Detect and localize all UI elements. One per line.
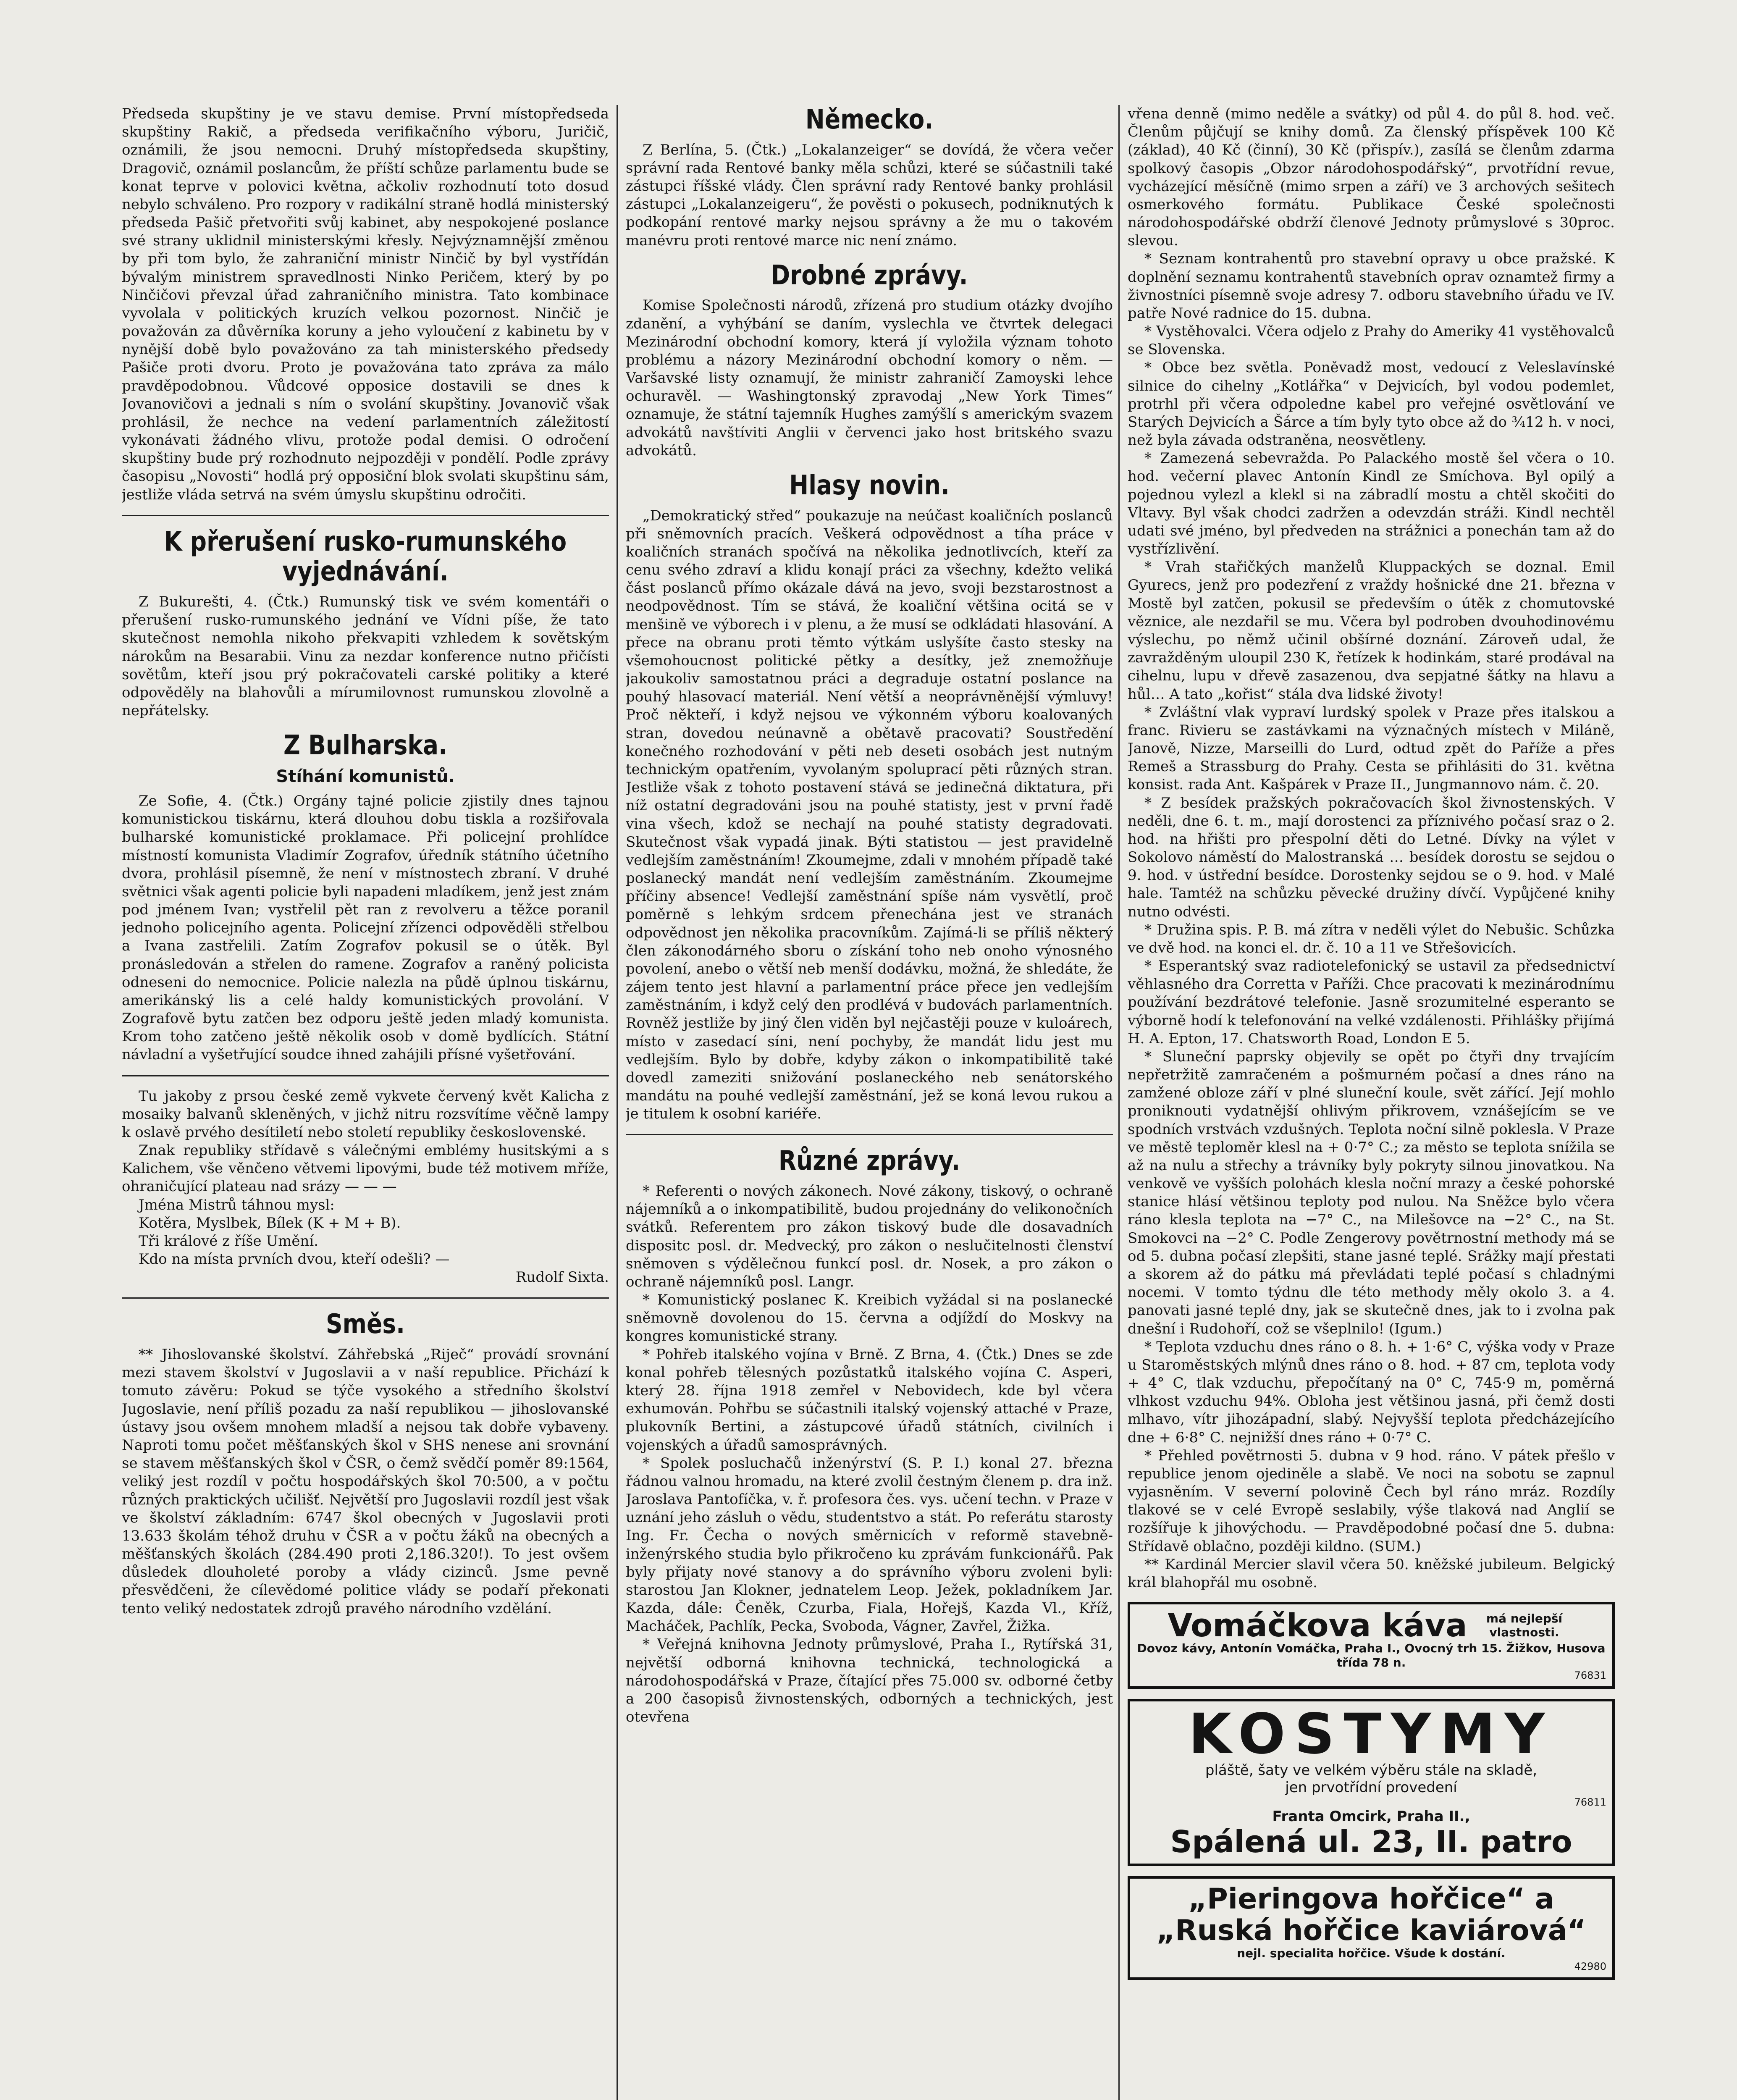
- heading-ruzne-zpravy: Různé zprávy.: [778, 1145, 960, 1177]
- column-rule-1: [617, 105, 618, 2100]
- column-2: [626, 105, 1113, 2100]
- ad-kostymy: [1128, 1699, 1615, 1866]
- ad-vomackova-name: Vomáčkova káva: [1168, 1606, 1467, 1644]
- news-vystehovalci: * Vystěhovalci. Včera odjelo z Prahy do Ameriky 41 vystěhovalců se Slovenska.: [1128, 323, 1615, 358]
- news-slunecni-paprsky: * Sluneční paprsky objevily se opět po čtyři dny trvajícím nepřetržitě zamračeném a pošmurném počasí a dnes ráno na zamžené obloze září v plné sluneční koule, svět zářící. Její mohlo proniknouti vydatnější ohlivým přikrovem, vznášejícím se ve spodních vrstvách vzdušných. Teplota noční silně poklesla. V Praze ve městě teploměr klesl na + 0·7° C.; za město se teplota snížila se až na nulu a střechy a trávníky byly pokryty silnou jinovatkou. Na venkově ve vyšších polohách klesla noční mrazy a české pohorské stanice hlásí většinou teploty pod nulou. Na Sněžce bylo včera ráno klesla teplota na −7° C., na Milešovce na −2° C., na St. Smokovci na −2° C. Podle Zengerovy povětrnostní methody má se od 5. dubna počasí zlepšiti, stane jasné teplé. Srážky mají přestati a skorem až do pátku má převládati teplé počasí s chladnými nocemi. V tomto týdnu dle této methody měly okolo 3. a 4. panovati jasné teplé dny, jak se skutečně dnes, jak to i zvolna pak dnešní i Rudohoří, což se všeplnilo! (Igum.): [1128, 1048, 1615, 1337]
- ad-pieringova-line1: „Pieringova hořčice“ a: [1188, 1882, 1554, 1916]
- feuilleton-signature: Rudolf Sixta.: [515, 1269, 609, 1286]
- heading-hlasy-novin: Hlasy novin.: [789, 470, 950, 501]
- heading-smes: Směs.: [326, 1309, 405, 1340]
- ad-vomackova-kava: [1128, 1602, 1615, 1689]
- article-hlasy-novin: „Demokratický střed“ poukazuje na neúčast koaličních poslanců při sněmovních pracích. Veškerá odpovědnost a tíha práce v koaličních stranách spočívá na několika jednotlivcích, kteří za cenu svého zdraví a klidu konají práci za všechny, kdežto veliká část poslanců přímo okázale dává na jevo, svoji bezstarostnost a neodpovědnost. Tím se stává, že koaliční většina ocitá se v menšině ve výborech i v plenu, a že musí se odkládati hlasování. A přece na obranu proti těmto výtkám uslyšíte často stesky na všemohoucnost politické pětky a desítky, jež znemožňuje jakoukoliv samostatnou práci a degraduje ostatní poslance na pouhý hlasovací materiál. Není větší a neoprávněnější výmluvy! Proč někteří, i když nejsou ve výkonném výboru koalovaných stran, dovedou neúnavně a obětavě pracovati? Soustředění konečného rozhodování v pěti neb deseti osobách jest nutným technickým opatřením, vyvolaným spoluprací pěti různých stran. Jestliže však z tohoto postavení stává se jedinečná diktatura, při níž ostatní degradováni jsou na pouhé statisty, jest v první řadě vina všech, kdož se nechají na pouhé statisty degradovati. Skutečnost však vypadá jinak. Býti statistou — jest pravidelně vedlejším zaměstnáním! Zkoumejme, zdali v mnohém případě také poslanecký mandát není vedlejším zaměstnáním. Zkoumejme příčiny absence! Vedlejší zaměstnání spíše nám vysvětlí, proč poměrně s lehkým srdcem přenechána jest ve stranách odpovědnost jen několika pracovníkům. Zajímá-li se příliš některý člen zákonodárného sboru o získání toho neb onoho výnosného povolení, anebo o větší neb menší dodávku, možná, že shledáte, že zájem tento jest hlavní a parlamentní práce přece jen vedlejším zaměstnáním, i když celý den prodlévá v budovách parlamentních. Rovněž jestliže by jiný člen viděn byl nejčastěji pouze v kuloárech, místo v zasedací síni, není pochyby, že mandát lidu jest mu vedlejším. Bylo by dobře, kdyby zákon o inkompatibilitě také dovedl zameziti snižování poslaneckého neb senátorského mandátu na pouhé vedlejší zaměstnání, jež se koná levou rukou a je titulem k osobní kariéře.: [626, 507, 1113, 1123]
- ad-pieringova-horcice: [1128, 1876, 1615, 1980]
- feuilleton-line: Kotěra, Myslbek, Bílek (K + M + B).: [139, 1214, 401, 1231]
- news-referenti: * Referenti o nových zákonech. Nové zákony, tiskový, o ochraně nájemníků a o inkompatibilitě, budou projednány do velikonočních svátků. Referentem pro zákon tiskový bude dle dosavadních dispositc posl. dr. Medvecký, pro zákon o neslučitelnosti členství sněmoven s výdělečnou funkcí posl. dr. Nosek, a pro zákon o ochraně nájemníků posl. Langr.: [626, 1183, 1113, 1290]
- heading-nemecko: Německo.: [805, 105, 934, 135]
- article-skupstina: Předseda skupštiny je ve stavu demise. První místopředseda skupštiny Rakič, a předseda verifikačního výboru, Juričič, oznámili, že jsou nemocni. Druhý místopředseda skupštiny, Dragovič, oznámil poslancům, že příští schůze parlamentu bude se konat teprve v polovici května, ačkoliv rozhodnutí toto dosud nebylo schváleno. Pro rozpory v radikální straně hodlá ministerský předseda Pašič přetvořiti svůj kabinet, aby nespokojené poslance své strany uklidnil ministerskými křesly. Nejvýznamnější změnou by při tom bylo, že zahraniční ministr Ninčič by byl vystřídán bývalým ministrem spravedlnosti Ninko Peričem, který by po Ninčičovi převzal úřad zahraničního ministra. Tato kombinace vyvolala v politických kruzích velkou pozornost. Ninčič je považován za důvěrníka koruny a jeho vyloučení z kabinetu by v nynější době bylo považováno za tah ministerského předsedy Pašiče proti dvoru. Proto je považována tato zpráva za málo pravděpodobnou. Vůdcové opposice dostavili se dnes k Jovanovičovi a jednali s ním o svolání skupštiny. Jovanovič však prohlásil, že nechce na vedení parlamentních záležitostí vykonávati žádného vlivu, protože podal demisi. O odročení skupštiny bude prý rozhodnuto nejpozději v pondělí. Podle zprávy časopisu „Novosti“ hodlá prý opposiční blok svolati skupštinu sám, jestliže vláda setrvá na svém úmyslu skupštinu odročiti.: [122, 105, 609, 503]
- ad-vomackova-line: Dovoz kávy, Antonín Vomáčka, Praha I., Ovocný trh 15. Žižkov, Husova třída 78 n.: [1137, 1641, 1606, 1670]
- feuilleton-line: Kdo na místa prvních dvou, kteří odešli? —: [139, 1251, 450, 1268]
- ad-kostymy-firm: Franta Omcirk, Praha II.,: [1272, 1808, 1470, 1825]
- divider: [122, 1297, 609, 1299]
- article-jihoslovanske-skolstvi: ** Jihoslovanské školství. Záhřebská „Riječ“ provádí srovnání mezi stavem školství v Jugoslavii a v naší republice. Přichází k tomuto závěru: Pokud se týče vysokého a středního školství Jugoslavie, není příliš pozadu za naší republikou — jihoslovanské ústavy jsou ovšem mnohem mladší a nejsou tak dobře vybaveny. Naproti tomu počet měšťanských škol v SHS nenese ani srovnání se stavem měšťanských škol v ČSR, o čemž svědčí poměr 89:1564, veliký jest rozdíl v počtu hospodářských škol 70:500, a v počtu různých praktických učilišť. Největší pro Jugoslavii rozdíl jest však ve školství základním: 6747 škol obecných v Jugoslavii proti 13.633 školám téhož druhu v ČSR a v počtu žáků na obecných a měšťanských školách (284.490 proti 2,186.320!). To jest ovšem důsledek dlouholeté poroby a vlády cizinců. Jsme pevně přesvědčeni, že cílevědomé politice vlády se podaří překonati tento veliký nedostatek zdrojů pravého národního vzdělání.: [122, 1346, 609, 1617]
- news-zvlastni-vlak: * Zvláštní vlak vypraví lurdský spolek v Praze přes italskou a franc. Rivieru se zastávkami na význačných místech v Miláně, Janově, Nizze, Marseilli do Lurd, odtud zpět do Paříže a přes Remeš a Strassburg do Prahy. Cesta se přihlásiti do 31. května konsist. rada Ant. Kašpárek v Praze II., Jungmannovo nám. č. 20.: [1128, 704, 1615, 793]
- news-kardinal: ** Kardinál Mercier slavil včera 50. kněžské jubileum. Belgický král blahopřál mu osobně.: [1128, 1556, 1615, 1591]
- news-druzina: * Družina spis. P. B. má zítra v neděli výlet do Nebušic. Schůzka ve dvě hod. na konci el. dr. č. 10 a 11 ve Střešovicích.: [1128, 921, 1615, 956]
- feuilleton-paragraph: Znak republiky střídavě s válečnými emblémy husitskými a s Kalichem, vše věnčeno větvemi lipovými, bude též motivem mříže, ohraničující plateau nad srázy — — —: [122, 1142, 609, 1195]
- column-rule-2: [1118, 105, 1120, 2100]
- divider: [122, 515, 609, 516]
- article-nemecko: Z Berlína, 5. (Čtk.) „Lokalanzeiger“ se dovídá, že včera večer správní rada Rentové banky měla schůzi, které se súčastnili také zástupci říšské vlády. Člen správní rady Rentové banky prohlásil zástupci „Lokalanzeigeru“, že pověsti o pokusech, podniknutých k podkopání rentové marky nejsou správny a že mu o takovém manévru proti rentové marce nic není známo.: [626, 141, 1113, 249]
- news-verejna-knihovna-cont: vřena denně (mimo neděle a svátky) od půl 4. do půl 8. hod. več. Členům půjčují se knihy domů. Za členský příspěvek 100 Kč (základ), 40 Kč (činní), 30 Kč (přispív.), zasílá se členům zdarma spolkový časopis „Obzor národohospodářský“, prvotřídní revue, vycházející měsíčně (mimo srpen a září) ve 3 archových sešitech osmerkového formátu. Publikace České společnosti národohospodářské obdrží členové Jednoty průmyslové s 30proc. slevou.: [1128, 105, 1615, 249]
- news-pohreb: * Pohřeb italského vojína v Brně. Z Brna, 4. (Čtk.) Dnes se zde konal pohřeb tělesných pozůstatků italského vojína C. Asperi, který 28. října 1918 zemřel v Nebovidech, kde byl včera exhumován. Pohřbu se súčastnili italský vojenský attaché v Praze, plukovník Bertini, a zástupcové úřadů státních, civilních i vojenských a úřadů samosprávných.: [626, 1346, 1113, 1454]
- column-1: [122, 105, 609, 2100]
- article-rusko-rumunske: Z Bukurešti, 4. (Čtk.) Rumunský tisk ve svém komentáři o přerušení rusko-rumunského jednání ve Vídni píše, že tato skutečnost nemohla nikoho překvapiti vzhledem k sovětským nárokům na Besarabii. Vinu za nezdar konference nutno přičísti sovětům, kteří jsou prý pokračovateli carské politiky a které odpověděly na blahovůli a mírumilovnost rumunskou zlovolně a nepřátelsky.: [122, 593, 609, 719]
- ad-vomackova-tag: má nejlepší vlastnosti.: [1486, 1611, 1563, 1640]
- divider: [122, 1075, 609, 1076]
- article-drobne-zpravy: Komise Společnosti národů, zřízená pro studium otázky dvojího zdanění, a vyhýbání se daním, vyslechla ve čtvrtek delegaci Mezinárodní obchodní komory, která jí vyložila význam tohoto problému a názory Mezinárodní obchodní komory o něm. — Varšavské listy oznamují, že ministr zahraničí Zamoyski lehce ochuravěl. — Washingtonský zpravodaj „New York Times“ oznamuje, že státní tajemník Hughes zamýšlí s americkým svazem advokátů navštíviti Anglii v červenci jako host britského svazu advokátů.: [626, 297, 1113, 459]
- news-besidky: * Z besídek pražských pokračovacích škol živnostenských. V neděli, dne 6. t. m., mají dorostenci za příznivého počasí sraz o 2. hod. na hřišti pro přespolní děti do Letné. Dívky na výlet v Sokolovo náměstí do Malostranská … besídek dorostu se sejdou o 9. hod. v ústřední besídce. Dorostenky sejdou se o 9. hod. v Malé hale. Tamtéž na schůzku pěvecké družiny dívčí. Vypůjčené knihy nutno odvésti.: [1128, 794, 1615, 920]
- ad-kostymy-line2: jen prvotřídní provedení: [1285, 1779, 1457, 1796]
- divider: [626, 1134, 1113, 1135]
- heading-bulharsko: Z Bulharska.: [283, 730, 447, 761]
- news-seznam-kontrahentu: * Seznam kontrahentů pro stavební opravy u obce pražské. K doplnění seznamu kontrahentů stavebních oprav oznamtež firmy a živnostníci písemně svoje adresy 7. odboru stavebního úřadu ve IV. patře Nové radnice do 15. dubna.: [1128, 250, 1615, 322]
- article-bulharsko: Ze Sofie, 4. (Čtk.) Orgány tajné policie zjistily dnes tajnou komunistickou tiskárnu, která dlouhou dobu tiskla a rozšiřovala bulharské komunistické proklamace. Při policejní prohlídce místností komunista Vladimír Zografov, úředník státního účetního dvora, prohlásil písemně, že není v místnostech zbraní. V druhé světnici však agenti policie byli napadeni mladíkem, jenž jest znám pod jménem Ivan; vystřelil pět ran z revolveru a těžce poranil jednoho policejního agenta. Policejní zřízenci odpověděli střelbou a Ivana zastřelili. Zatím Zografov pokusil se o útěk. Byl pronásledován a střelen do ramene. Zografov a raněný policista odneseni do nemocnice. Policie nalezla na půdě úplnou tiskárnu, amerikánský lis a celé haldy komunistických provolání. V Zografově bytu zatčen bez odporu ještě jeden mladý komunista. Krom toho zatčeno ještě několik osob v domě bydlících. Státní návladní a vyšetřující soudce ihned zahájili přísné vyšetřování.: [122, 793, 609, 1063]
- heading-rusko-rumunske: K přerušení rusko-rumunského vyjednávání.: [164, 526, 567, 588]
- news-esperanto: * Esperantský svaz radiotelefonický se ustavil za předsednictví věhlasného dra Corretta v Paříži. Chce pracovati k mezinárodnímu používání bezdrátové telefonie. Jasně srozumitelné esperanto se výborně hodí k telefonování na velké vzdálenosti. Přihlášky přijímá H. A. Epton, 17. Chatsworth Road, London E 5.: [1128, 958, 1615, 1047]
- news-prehled-povetrnosti: * Přehled povětrnosti 5. dubna v 9 hod. ráno. V pátek přešlo v republice jenom ojediněle a slabě. Ve noci na sobotu se zapnul vyjasněním. V severní polovině Čech byl ráno mráz. Rozdíly tlakové se v celé Evropě seslabily, výše tlaková nad Anglií se rozšířuje k jihovýchodu. — Pravděpodobné počasí dne 5. dubna: Střídavě oblačno, později kildno. (SUM.): [1128, 1447, 1615, 1555]
- ad-kostymy-title: KOSTYMY: [1188, 1702, 1554, 1767]
- feuilleton-line: Tři králové z říše Umění.: [139, 1232, 319, 1250]
- ad-pieringova-line2: „Ruská hořčice kaviárová“: [1156, 1914, 1586, 1947]
- ad-pieringova-line3: nejl. specialita hořčice. Všude k dostání.: [1237, 1946, 1506, 1961]
- news-verejna-knihovna: * Veřejná knihovna Jednoty průmyslové, Praha I., Rytířská 31, největší odborná knihovna technická, technologická a národohospodářská v Praze, čítající přes 75.000 sv. odborné četby a 200 časopisů živnostenských, odborných a technických, jest otevřena: [626, 1636, 1113, 1726]
- ad-kostymy-number: 76811: [1574, 1796, 1606, 1808]
- column-3: [1128, 105, 1615, 2100]
- news-zamezena-sebevrazda: * Zamezená sebevražda. Po Palackého mostě šel včera o 10. hod. večerní plavec Antonín Kindl ze Smíchova. Byl opilý a pojednou vylezl a klekl si na zábradlí mostu a chtěl skočiti do Vltavy. Byl však chodci zadržen a odevzdán stráži. Kindl nechtěl udati své jméno, byl předveden na strážnici a ponechán tam až do vystřízlivění.: [1128, 450, 1615, 558]
- news-spolek-posluchacu: * Spolek posluchačů inženýrství (S. P. I.) konal 27. března řádnou valnou hromadu, na které zvolil čestným členem p. dra inž. Jaroslava Pantofíčka, v. ř. profesora čes. vys. učení techn. v Praze v uznání jeho zásluh o vědu, studentstvo a stát. Po referátu starosty Ing. Fr. Čecha o nových směrnicích v reformě stavebně-inženýrského studia bylo přikročeno ku zprávám funkcionářů. Pak byly přijaty nové stanovy a do správního výboru zvoleni byli: starostou Jan Klokner, jednatelem Leop. Ježek, pokladníkem Jar. Kazda, dále: Čeněk, Czurba, Fiala, Hořejš, Kazda Vl., Kříž, Macháček, Pachlík, Pecka, Svoboda, Vágner, Zavřel, Žižka.: [626, 1454, 1113, 1635]
- news-komunisticky-poslanec: * Komunistický poslanec K. Kreibich vyžádal si na poslanecké sněmovně dovolenou do 15. června a odjíždí do Moskvy na kongres komunistické strany.: [626, 1292, 1113, 1345]
- subheading-stihani-komunistu: Stíhání komunistů.: [276, 767, 455, 786]
- ad-kostymy-street: Spálená ul. 23, II. patro: [1170, 1824, 1572, 1859]
- ad-vomackova-number: 76831: [1574, 1670, 1606, 1682]
- heading-drobne-zpravy: Drobné zprávy.: [771, 260, 968, 291]
- feuilleton-intro: Tu jakoby z prsou české země vykvete červený květ Kalicha z mosaiky balvanů skleněných, v jichž nitru rozsvítíme věčně lampy k oslavě prvého desítiletí nebo století republiky československé.: [122, 1087, 609, 1141]
- ad-kostymy-line1: pláště, šaty ve velkém výběru stále na skladě,: [1205, 1762, 1538, 1779]
- ad-pieringova-number: 42980: [1574, 1961, 1606, 1973]
- news-teplota: * Teplota vzduchu dnes ráno o 8. h. + 1·6° C, výška vody v Praze u Staroměstských mlýnů dnes ráno o 8. hod. + 87 cm, teplota vody + 4° C, tlak vzduchu, přepočítaný na 0° C, 745·9 m, poměrná vlhkost vzduchu 94%. Obloha jest většinou jasná, při čemž dosti mlhavo, vítr jihozápadní, slabý. Nejvyšší teplota předcházejícího dne + 6·8° C. nejnižší dnes ráno + 0·7° C.: [1128, 1338, 1615, 1446]
- feuilleton-line: Jména Mistrů táhnou mysl:: [139, 1196, 335, 1213]
- news-obce-bez-svetla: * Obce bez světla. Poněvadž most, vedoucí z Veleslavínské silnice do cihelny „Kotlářka“ v Dejvicích, byl vodou podemlet, protrhl při včera odpoledne kabel pro veřejné osvětlování ve Starých Dejvicích a Šárce a tím byly tyto obce až do ¾12 h. v noci, než byla závada odstraněna, neosvětleny.: [1128, 359, 1615, 449]
- news-vrah: * Vrah stařičkých manželů Kluppackých se doznal. Emil Gyurecs, jenž pro podezření z vraždy hošnické dne 21. března v Mostě byl zatčen, pokusil se především o útěk z chomutovské věznice, ale nezdařil se mu. Včera byl podroben dvouhodinovému výslechu, po němž učinil obšírné doznání. Zároveň udal, že zavražděným uloupil 230 K, řetízek k hodinkám, staré prodával na cihelnu, lupu v dřevě zasazenou, dva sepjatné šátky na hlavu a hůl… A tato „kořist“ stála dva lidské životy!: [1128, 559, 1615, 703]
